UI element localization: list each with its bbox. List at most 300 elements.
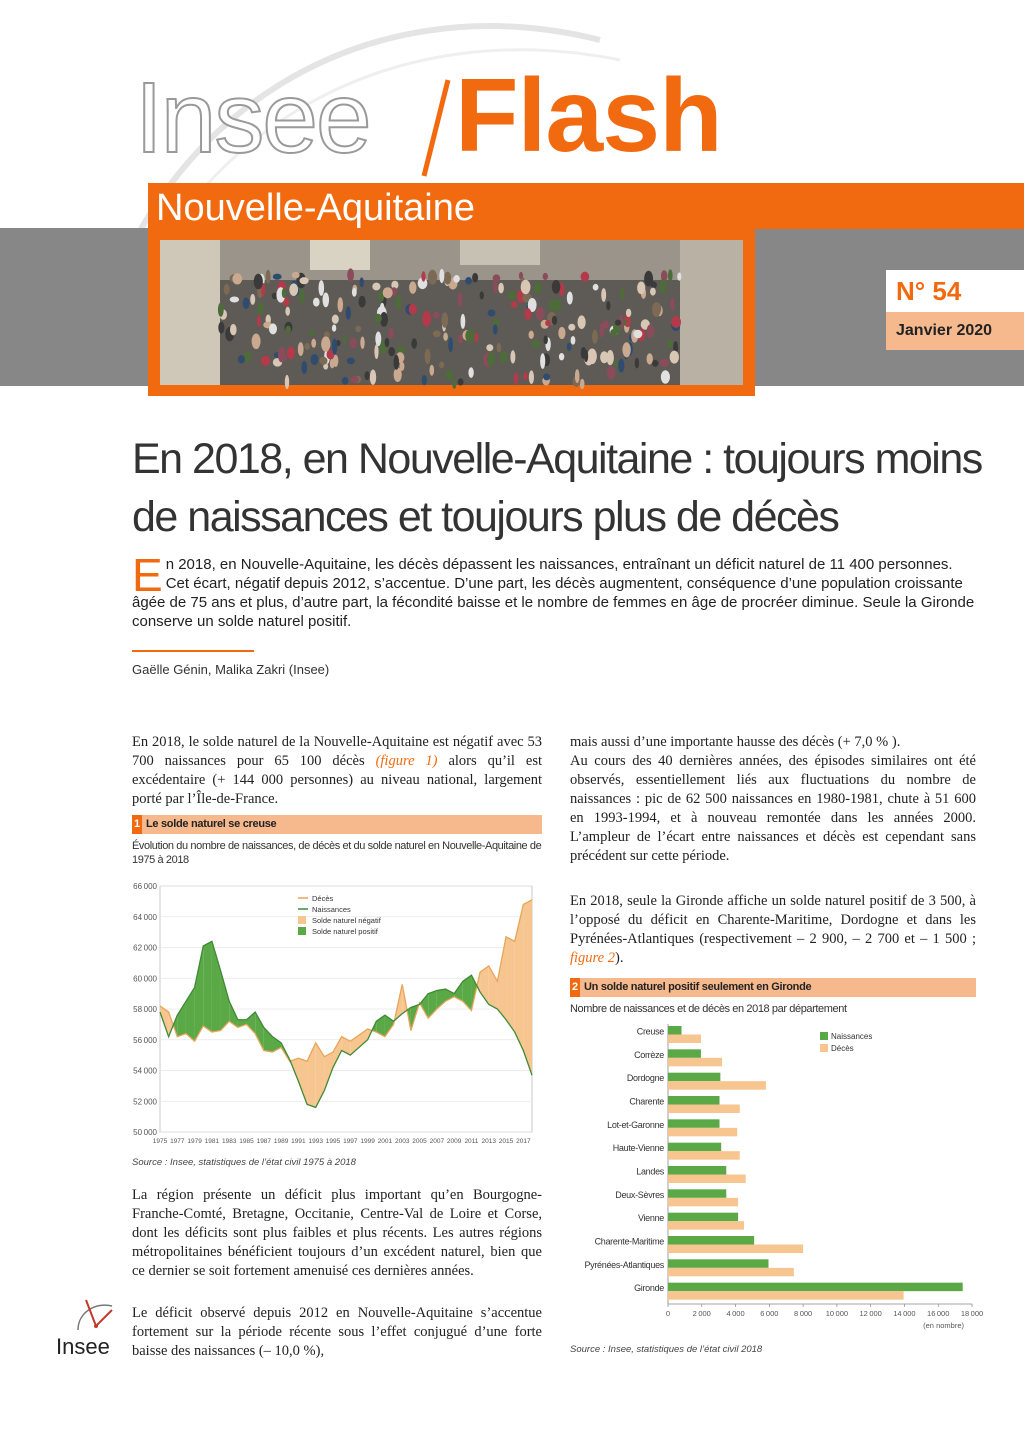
figure-1-number: 1 [132, 815, 142, 834]
photo-figure [650, 288, 656, 296]
photo-figure [448, 337, 453, 352]
photo-figure [543, 373, 550, 380]
article-title: En 2018, en Nouvelle-Aquitaine : toujours moins de naissances et toujours plus de décès [132, 435, 982, 541]
photo-figure [232, 273, 242, 284]
category-label: Charente-Maritime [594, 1236, 664, 1247]
photo-figure [488, 310, 496, 317]
photo-figure [374, 344, 378, 359]
births-bar [668, 1073, 720, 1082]
photo-figure [409, 304, 417, 315]
brand-insee: Insee [135, 62, 370, 174]
photo-figure [652, 305, 660, 317]
y-tick-label: 56 000 [133, 1035, 157, 1045]
photo-figure [461, 314, 466, 329]
photo-figure [411, 338, 417, 348]
photo-figure [218, 322, 224, 334]
negative-balance-area [298, 1058, 307, 1104]
category-label: Gironde [634, 1283, 664, 1294]
photo-figure [304, 343, 310, 350]
photo-figure [230, 297, 239, 303]
paragraph-6-text-b: ). [614, 950, 624, 966]
photo-figure [346, 306, 351, 319]
photo-figure [319, 280, 325, 296]
photo-figure [282, 288, 287, 298]
positive-balance-area [221, 971, 230, 1031]
chart-births-deaths [128, 876, 542, 1154]
photo-figure [523, 372, 528, 380]
legend-label: Décès [312, 894, 334, 903]
photo-figure [332, 339, 337, 355]
figure-1-subtitle: Évolution du nombre de naissances, de décès et du solde naturel en Nouvelle-Aquitaine de 1975 à 2018 [132, 840, 542, 866]
photo-figure [218, 303, 224, 317]
births-bar [668, 1096, 720, 1105]
photo-figure [309, 330, 315, 336]
region-name: Nouvelle-Aquitaine [156, 187, 475, 229]
category-label: Creuse [636, 1026, 664, 1037]
category-label: Charente [629, 1096, 664, 1107]
photo-figure [292, 272, 300, 279]
photo-figure [422, 375, 427, 385]
photo-figure [273, 274, 282, 280]
photo-figure [615, 320, 621, 326]
insee-logo-text: Insee [56, 1334, 110, 1359]
photo-figure [443, 333, 448, 341]
photo-figure [257, 302, 264, 315]
negative-balance-area [515, 904, 524, 1050]
photo-figure [465, 329, 475, 342]
positive-balance-area [255, 1012, 264, 1050]
deaths-bar [668, 1245, 803, 1254]
x-tick-label: 1987 [256, 1138, 272, 1145]
photo-figure [607, 366, 616, 380]
figure-2-link[interactable]: figure 2 [570, 950, 615, 966]
photo-figure [593, 284, 599, 291]
photo-figure [510, 350, 515, 363]
x-tick-label: 12 000 [859, 1309, 882, 1318]
x-tick-label: 18 000 [960, 1309, 984, 1318]
deaths-bar [668, 1081, 766, 1090]
photo-figure [534, 282, 542, 293]
figure-2-title: Un solde naturel positif seulement en Gironde [584, 981, 812, 993]
photo-figure [532, 339, 540, 349]
photo-figure [486, 344, 493, 351]
photo-figure [396, 295, 402, 310]
x-tick-label: 2013 [481, 1138, 496, 1145]
photo-figure [507, 292, 517, 300]
photo-figure [618, 359, 624, 373]
legend-swatch [298, 916, 306, 924]
photo-figure [511, 301, 517, 308]
paragraph-2: La région présente un déficit plus important qu’en Bourgogne-Franche-Comté, Bretagne, Occitanie, Centre-Val de Loire et Corse, dont les déficits sont plus faibles et plus récents. Les autres régions métropolitaines bénéficient toujours d’un excédent naturel, bien que ce dernier se soit fortement amenuisé ces dernières années. [132, 1187, 542, 1279]
photo-figure [529, 370, 534, 384]
photo-figure [439, 361, 444, 368]
paragraph-6 [570, 892, 976, 968]
births-bar [668, 1119, 720, 1128]
photo-figure [601, 288, 606, 302]
x-tick-label: 2005 [412, 1138, 427, 1145]
lead-dropcap: E [132, 549, 163, 601]
y-tick-label: 52 000 [133, 1097, 157, 1107]
x-tick-label: 1979 [187, 1138, 202, 1145]
chart-departments [570, 1018, 984, 1342]
photo-figure [468, 367, 473, 378]
photo-figure [252, 334, 261, 350]
positive-balance-area [203, 941, 212, 1032]
photo-figure [230, 324, 237, 335]
legend-swatch [298, 927, 306, 935]
photo-figure [480, 291, 484, 299]
figure-2-number: 2 [570, 978, 580, 997]
photo-figure [552, 280, 561, 294]
photo-figure [311, 354, 319, 365]
births-bar [668, 1283, 963, 1292]
legend-label: Solde naturel négatif [312, 916, 381, 925]
photo-figure [347, 268, 354, 281]
photo-figure [285, 375, 289, 389]
births-bar [668, 1236, 754, 1245]
photo-figure [514, 372, 519, 384]
births-bar [668, 1166, 726, 1175]
deaths-bar [668, 1291, 904, 1300]
photo-figure [558, 327, 565, 339]
author-rule [132, 650, 254, 652]
photo-figure [670, 351, 679, 364]
issue-date: Janvier 2020 [896, 322, 993, 339]
negative-balance-area [523, 900, 532, 1075]
category-label: Landes [636, 1166, 664, 1177]
photo-figure [374, 314, 381, 323]
photo-figure [647, 353, 653, 364]
figure-1-header [132, 815, 542, 834]
photo-figure [452, 378, 456, 389]
photo-figure [299, 288, 305, 303]
deaths-bar [668, 1128, 737, 1137]
photo-figure [444, 272, 451, 285]
photo-figure [439, 269, 444, 283]
x-tick-label: 16 000 [927, 1309, 950, 1318]
photo-figure [321, 336, 330, 351]
figure-2-source: Source : Insee, statistiques de l’état civil 2018 [570, 1344, 763, 1355]
issue-number: N° 54 [896, 276, 962, 306]
photo-figure [370, 370, 376, 385]
photo-figure [365, 371, 370, 380]
crowd-photo [160, 240, 743, 385]
x-tick-label: 2003 [394, 1138, 410, 1145]
photo-figure [409, 281, 416, 293]
photo-figure [323, 293, 330, 308]
photo-figure [529, 331, 534, 339]
photo-figure [257, 315, 261, 327]
y-tick-label: 50 000 [133, 1128, 157, 1137]
legend-label: Naissances [831, 1032, 873, 1041]
photo-figure [453, 275, 459, 283]
photo-figure [458, 334, 463, 344]
photo-figure [446, 369, 454, 380]
photo-figure [425, 349, 431, 364]
paragraph-1 [132, 733, 542, 809]
photo-figure [497, 343, 502, 352]
x-tick-label: 2015 [498, 1138, 514, 1145]
category-label: Vienne [637, 1213, 664, 1224]
x-tick-label: 1983 [221, 1138, 237, 1145]
births-bar [668, 1213, 738, 1222]
paragraph-5: Au cours des 40 dernières années, des épisodes similaires ont été observés, essentiellement liés aux fluctuations du nombre de naissances : pic de 62 500 naissances en 1980-1981, chute à 51 600 en 1993-1994, et à nouveau remontée dans les années 2000. L’ampleur de l’écart entre naissances et décès est cependant sans précédent sur cette période. [570, 753, 976, 864]
photo-figure [458, 292, 463, 307]
x-tick-label: 6 000 [760, 1309, 779, 1318]
photo-figure [343, 336, 347, 344]
photo-figure [671, 316, 681, 328]
legend-swatch [820, 1044, 828, 1052]
unit-label: (en nombre) [923, 1321, 964, 1330]
photo-figure [319, 357, 327, 365]
x-tick-label: 1999 [360, 1138, 375, 1145]
photo-figure [581, 272, 590, 282]
y-tick-label: 58 000 [133, 1005, 157, 1014]
figure-2-subtitle: Nombre de naissances et de décès en 2018 par département [570, 1003, 847, 1015]
x-tick-label: 1981 [204, 1138, 220, 1145]
photo-figure [559, 353, 564, 360]
x-tick-label: 2017 [516, 1138, 531, 1145]
photo-figure [644, 271, 653, 287]
photo-figure [313, 298, 320, 307]
authors: Gaëlle Génin, Malika Zakri (Insee) [132, 662, 330, 677]
photo-figure [493, 324, 498, 334]
photo-figure [667, 339, 672, 347]
photo-figure [536, 307, 545, 320]
photo-figure [383, 287, 393, 298]
photo-figure [670, 297, 674, 311]
births-bar [668, 1259, 768, 1268]
deaths-bar [668, 1198, 738, 1207]
photo-figure [338, 297, 344, 312]
photo-figure [332, 315, 339, 324]
photo-figure [610, 329, 617, 337]
photo-figure [524, 308, 531, 320]
births-bar [668, 1189, 726, 1198]
paragraph-3: Le déficit observé depuis 2012 en Nouvelle-Aquitaine s’accentue fortement sur la période récente sous l’effet conjugué d’une forte baisse des naissances (– 10,0 %), [132, 1305, 542, 1359]
photo-figure [421, 271, 425, 281]
photo-figure [347, 358, 355, 365]
photo-figure [575, 369, 580, 383]
photo-figure [359, 296, 366, 308]
photo-figure [281, 355, 287, 361]
figure-1-source: Source : Insee, statistiques de l’état civil 1975 à 2018 [132, 1157, 356, 1168]
photo-figure [261, 356, 271, 366]
negative-balance-area [497, 937, 506, 1020]
photo-figure [360, 277, 364, 287]
photo-figure [633, 330, 642, 339]
photo-figure [668, 269, 673, 281]
photo-figure [587, 349, 597, 365]
photo-figure [543, 273, 548, 280]
photo-figure [626, 309, 631, 317]
x-tick-label: 4 000 [726, 1309, 745, 1318]
photo-figure [567, 343, 572, 351]
photo-figure [552, 316, 557, 325]
photo-figure [243, 298, 250, 309]
x-tick-label: 1991 [291, 1138, 306, 1145]
photo-figure [500, 351, 508, 363]
photo-figure [620, 286, 624, 300]
x-tick-label: 14 000 [893, 1309, 916, 1318]
photo-figure [622, 342, 630, 357]
legend-swatch [820, 1032, 828, 1040]
photo-figure [661, 370, 670, 383]
photo-figure [540, 353, 545, 369]
births-bar [668, 1143, 721, 1152]
photo-figure [600, 351, 608, 363]
x-tick-label: 1993 [308, 1138, 323, 1145]
brand-slash [418, 78, 454, 178]
x-tick-label: 2009 [446, 1138, 462, 1145]
article-lead [132, 549, 977, 631]
category-label: Pyrénées-Atlantiques [584, 1259, 664, 1270]
photo-figure [269, 323, 277, 334]
photo-figure [238, 355, 245, 363]
figure-1-link[interactable]: (figure 1) [375, 753, 438, 769]
photo-figure [465, 277, 472, 285]
photo-figure [521, 280, 531, 295]
category-label: Deux-Sèvres [615, 1189, 664, 1200]
x-tick-label: 1975 [152, 1138, 168, 1145]
births-bar [668, 1026, 682, 1035]
photo-figure [342, 377, 349, 385]
births-bar [668, 1049, 701, 1058]
x-tick-label: 2011 [464, 1138, 479, 1145]
photo-figure [301, 361, 307, 374]
photo-figure [330, 359, 335, 369]
photo-figure [647, 324, 655, 338]
x-tick-label: 1977 [170, 1138, 185, 1145]
deaths-bar [668, 1058, 722, 1067]
photo-figure [433, 330, 441, 337]
y-tick-label: 60 000 [133, 974, 157, 984]
photo-figure [266, 270, 271, 284]
photo-figure [544, 335, 548, 344]
x-tick-label: 2007 [429, 1138, 445, 1145]
category-label: Dordogne [626, 1073, 664, 1084]
photo-figure [592, 330, 598, 344]
photo-figure [224, 284, 230, 295]
photo-figure [600, 323, 605, 338]
photo-figure [360, 337, 364, 349]
photo-figure [394, 367, 402, 382]
legend-label: Solde naturel positif [312, 927, 378, 936]
photo-figure [549, 300, 559, 311]
paragraph-1-text-b: alors qu’il est excédentaire (+ 144 000 personnes) au niveau national, largement porté par l’Île-de-France. [132, 753, 542, 807]
photo-figure [659, 279, 666, 294]
paragraph-4: mais aussi d’une importante hausse des décès (+ 7,0 % ). [570, 734, 901, 750]
y-tick-label: 64 000 [133, 912, 157, 922]
paragraph-1-text-a: En 2018, le solde naturel de la Nouvelle-Aquitaine est négatif avec 53 700 naissances pour 65 100 décès [132, 734, 542, 769]
paragraph-6-text-a: En 2018, seule la Gironde affiche un solde naturel positif de 3 500, à l’opposé du déficit en Charente-Maritime, Dordogne et dans les Pyrénées-Atlantiques (respectivement – 2 900, – 2 700 et – 1 500 ; [570, 893, 976, 947]
legend-label: Naissances [312, 905, 351, 914]
photo-figure [375, 332, 381, 347]
photo-figure [660, 359, 670, 367]
photo-figure [635, 358, 639, 369]
x-tick-label: 1995 [325, 1138, 341, 1145]
photo-figure [606, 301, 610, 310]
y-tick-label: 62 000 [133, 943, 157, 953]
deaths-bar [668, 1268, 794, 1277]
photo-figure [250, 294, 255, 305]
photo-figure [350, 376, 359, 383]
legend-label: Décès [831, 1044, 854, 1053]
y-tick-label: 54 000 [133, 1066, 157, 1076]
photo-figure [350, 338, 357, 349]
photo-figure [613, 361, 618, 367]
category-label: Corrèze [634, 1049, 664, 1060]
negative-balance-area [506, 937, 515, 1032]
deaths-bar [668, 1175, 746, 1184]
x-tick-label: 1997 [343, 1138, 358, 1145]
photo-figure [433, 312, 440, 319]
photo-figure [652, 360, 658, 367]
photo-figure [580, 379, 585, 390]
figure-2-header [570, 978, 976, 997]
figure-1-title: Le solde naturel se creuse [146, 818, 277, 830]
photo-figure [458, 379, 464, 386]
deaths-bar [668, 1105, 740, 1114]
photo-figure [441, 312, 448, 327]
x-tick-label: 10 000 [825, 1309, 849, 1318]
deaths-bar [668, 1221, 744, 1230]
photo-figure [472, 273, 478, 283]
photo-figure [584, 350, 588, 362]
category-label: Lot-et-Garonne [607, 1119, 664, 1130]
deaths-bar [668, 1151, 740, 1160]
photo-figure [352, 288, 357, 297]
x-tick-label: 8 000 [794, 1309, 813, 1318]
positive-balance-area [177, 1001, 186, 1036]
photo-figure [545, 320, 551, 326]
photo-figure [285, 326, 291, 334]
brand-flash: Flash [455, 58, 722, 174]
photo-figure [300, 277, 309, 284]
photo-figure [372, 283, 380, 291]
photo-figure [245, 351, 252, 363]
photo-figure [388, 328, 394, 339]
photo-figure [287, 347, 295, 360]
photo-figure [332, 325, 336, 332]
x-tick-label: 0 [665, 1309, 671, 1318]
x-tick-label: 1989 [273, 1138, 289, 1145]
photo-figure [430, 365, 435, 376]
photo-figure [677, 273, 681, 281]
photo-figure [578, 315, 586, 329]
photo-figure [394, 355, 400, 370]
photo-figure [254, 274, 263, 290]
lead-text: n 2018, en Nouvelle-Aquitaine, les décès dépassent les naissances, entraînant un déficit naturel de 11 400 personnes. Cet écart, négatif depuis 2012, s’accentue. D’une part, les décès augmentent, conséquence d’une population croissante âgée de 75 ans et plus, d’autre part, la fécondité baisse et le nombre de femmes en âge de procréer diminue. Seule la Gironde conserve un solde naturel positif. [132, 556, 975, 630]
photo-figure [571, 336, 576, 345]
photo-figure [385, 338, 390, 347]
category-label: Haute-Vienne [612, 1143, 664, 1154]
photo-figure [388, 347, 395, 356]
x-tick-label: 1985 [239, 1138, 254, 1145]
photo-figure [285, 307, 290, 316]
photo-figure [493, 280, 497, 294]
photo-figure [428, 270, 437, 285]
x-tick-label: 2 000 [692, 1309, 711, 1318]
photo-figure [289, 283, 298, 296]
y-tick-label: 66 000 [133, 882, 157, 891]
photo-figure [568, 324, 575, 331]
photo-figure [487, 352, 495, 366]
deaths-bar [668, 1035, 701, 1044]
photo-figure [311, 339, 316, 348]
photo-figure [422, 311, 431, 327]
photo-figure [355, 326, 361, 333]
